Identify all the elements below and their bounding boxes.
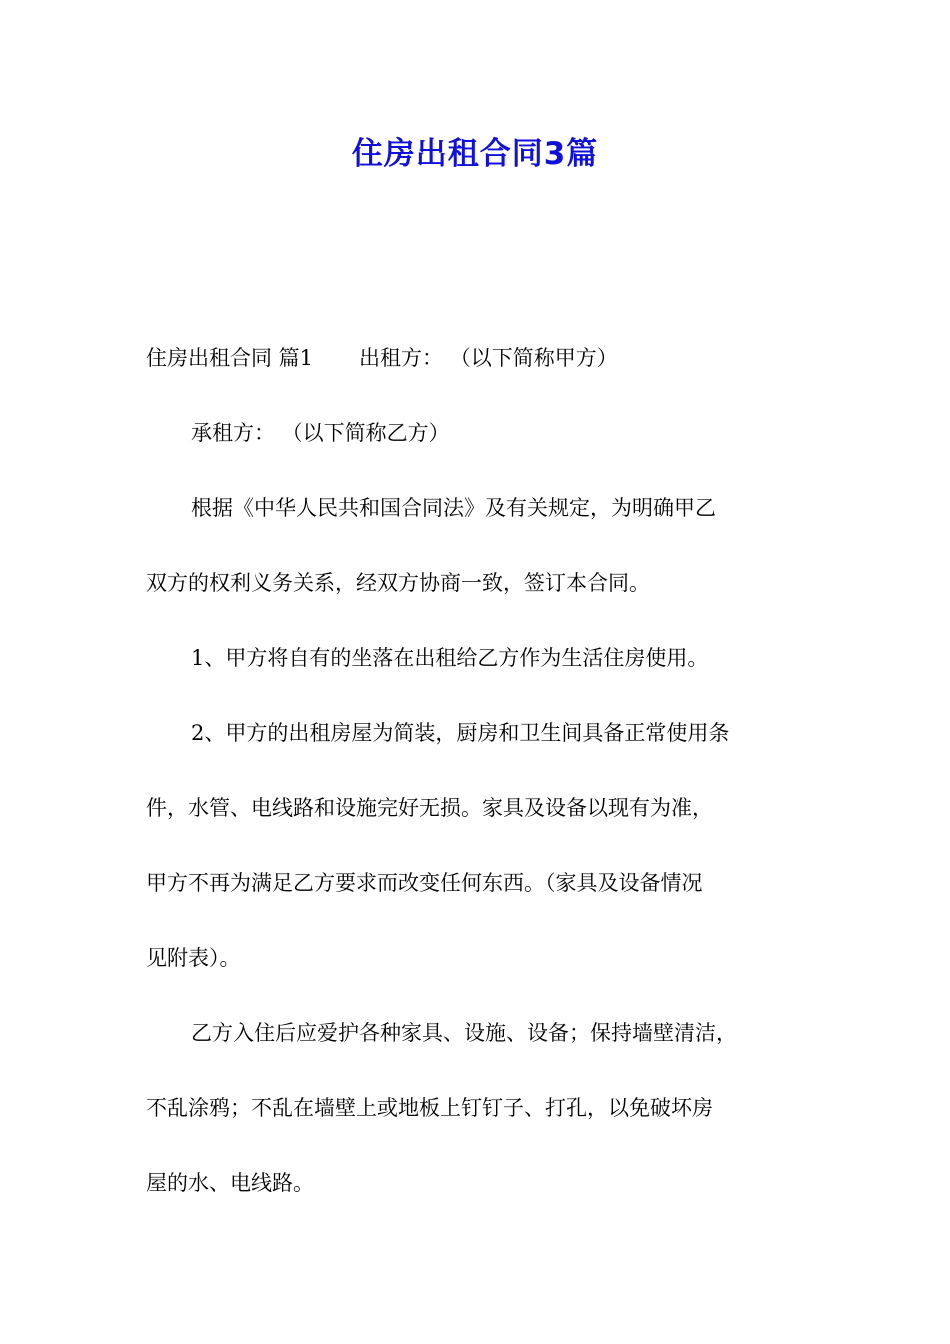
paragraph-line: 根据《中华人民共和国合同法》及有关规定，为明确甲乙 bbox=[191, 496, 716, 520]
clause-2-line: 2、甲方的出租房屋为简装，厨房和卫生间具备正常使用条 bbox=[191, 721, 730, 745]
paragraph-line: 乙方入住后应爱护各种家具、设施、设备；保持墙壁清洁， bbox=[191, 1021, 737, 1045]
paragraph-line: 屋的水、电线路。 bbox=[146, 1171, 314, 1195]
article-heading: 住房出租合同 篇1 bbox=[146, 346, 314, 370]
paragraph-line: 甲方不再为满足乙方要求而改变任何东西。（家具及设备情况 bbox=[146, 871, 703, 895]
lessee-line: 承租方： （以下简称乙方） bbox=[191, 421, 450, 445]
clause-1-line: 1、甲方将自有的坐落在出租给乙方作为生活住房使用。 bbox=[191, 646, 709, 670]
paragraph-line: 件，水管、电线路和设施完好无损。家具及设备以现有为准， bbox=[146, 796, 713, 820]
document-title: 住房出租合同3篇 bbox=[351, 136, 599, 172]
paragraph-line: 见附表）。 bbox=[146, 946, 241, 970]
paragraph-line: 双方的权利义务关系，经双方协商一致，签订本合同。 bbox=[146, 571, 650, 595]
paragraph-line: 不乱涂鸦；不乱在墙壁上或地板上钉钉子、打孔，以免破坏房 bbox=[146, 1096, 713, 1120]
contract-header-line bbox=[146, 344, 618, 372]
lessor-line: 出租方： （以下简称甲方） bbox=[359, 346, 618, 370]
